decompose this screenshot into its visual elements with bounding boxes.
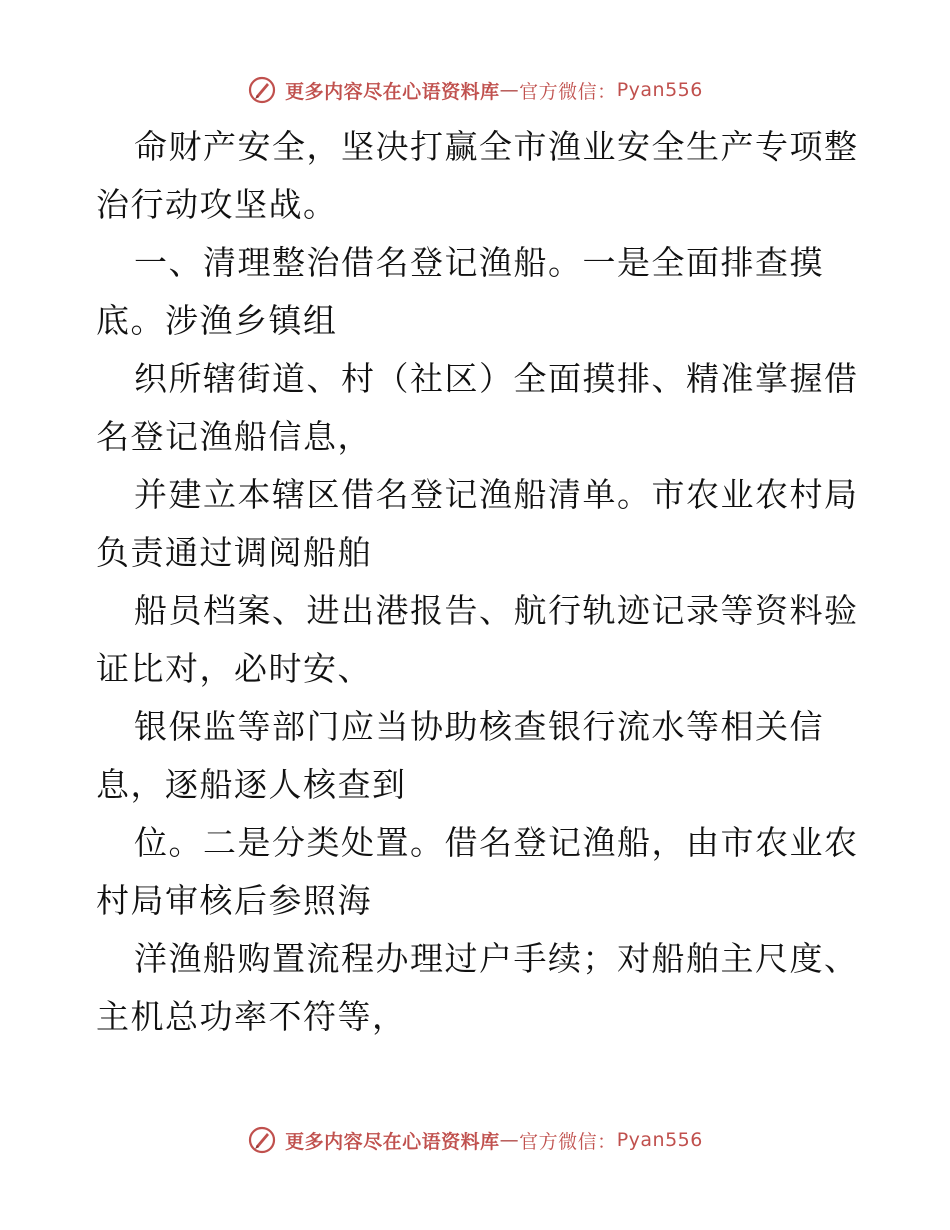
banner-brand-text: 更多内容尽在心语资料库 (285, 80, 500, 103)
banner-wechat-id: Pyan556 (616, 1129, 703, 1151)
text-line: 治行动攻坚战。 (96, 185, 338, 224)
text-line: 村局审核后参照海 (96, 881, 372, 920)
banner-separator: — (499, 1129, 520, 1151)
quill-pen-logo-icon (247, 75, 277, 105)
banner-wechat-id: Pyan556 (616, 79, 703, 101)
text-line: 位。二是分类处置。借名登记渔船，由市农业农 (134, 823, 859, 862)
document-body (96, 118, 866, 1046)
banner-separator: — (499, 79, 520, 101)
banner-brand-text: 更多内容尽在心语资料库 (285, 1130, 500, 1153)
footer-watermark-banner (0, 1120, 950, 1160)
text-line: 主机总功率不符等， (96, 997, 407, 1036)
text-line: 底。涉渔乡镇组 (96, 301, 338, 340)
text-line: 证比对，必时安、 (96, 649, 372, 688)
text-line: 船员档案、进出港报告、航行轨迹记录等资料验 (134, 591, 859, 630)
text-line: 一、清理整治借名登记渔船。一是全面排查摸 (134, 243, 824, 282)
text-line: 并建立本辖区借名登记渔船清单。市农业农村局 (134, 475, 859, 514)
text-line: 洋渔船购置流程办理过户手续；对船舶主尺度、 (134, 939, 859, 978)
banner-wechat-label: 官方微信： (519, 1130, 617, 1153)
text-line: 息，逐船逐人核查到 (96, 765, 407, 804)
banner-wechat-label: 官方微信： (519, 80, 617, 103)
text-line: 织所辖街道、村（社区）全面摸排、精准掌握借 (134, 359, 859, 398)
text-line: 名登记渔船信息， (96, 417, 372, 456)
quill-pen-logo-icon (247, 1125, 277, 1155)
text-line: 命财产安全，坚决打赢全市渔业安全生产专项整 (134, 127, 859, 166)
header-watermark-banner (0, 70, 950, 110)
text-line: 负责通过调阅船舶 (96, 533, 372, 572)
text-line: 银保监等部门应当协助核查银行流水等相关信 (134, 707, 824, 746)
